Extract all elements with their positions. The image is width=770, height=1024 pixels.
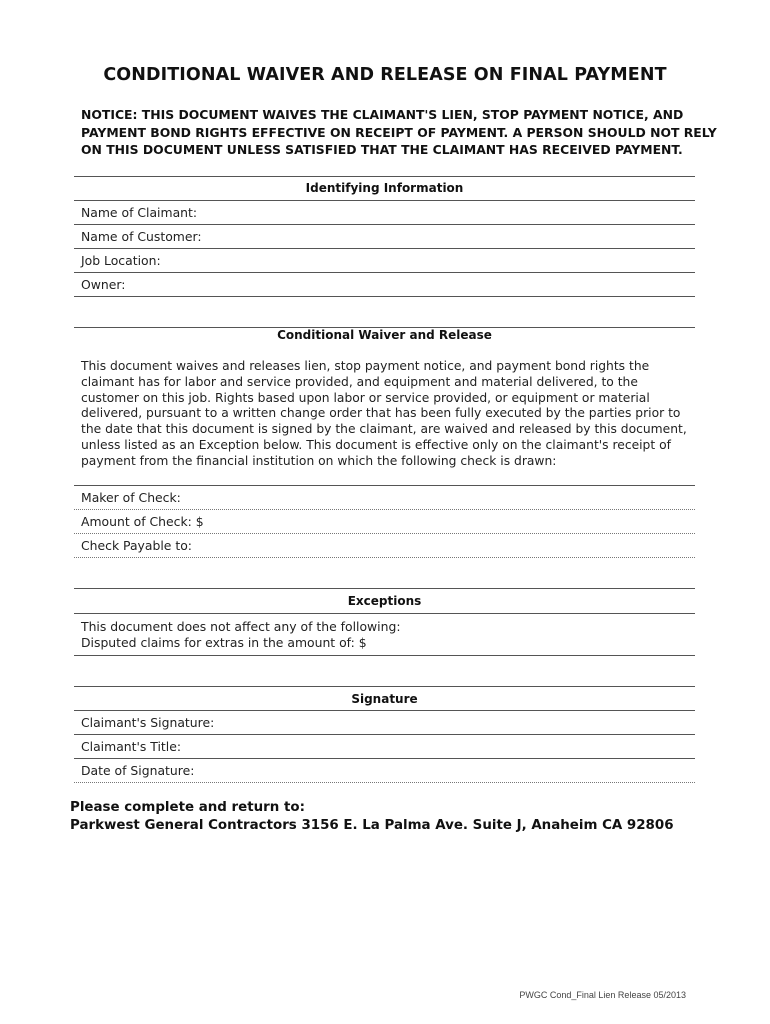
- section-rule: [74, 200, 695, 201]
- field-rule: [74, 272, 695, 273]
- field-rule: [74, 533, 695, 534]
- field-rule: [74, 557, 695, 558]
- paragraph-line: delivered, pursuant to a written change order that has been fully executed by the parties prior to: [81, 406, 681, 421]
- section-rule: [74, 613, 695, 614]
- footer-text: PWGC Cond_Final Lien Release 05/2013: [519, 990, 686, 1000]
- notice-line: NOTICE: THIS DOCUMENT WAIVES THE CLAIMANT'S LIEN, STOP PAYMENT NOTICE, AND: [81, 107, 684, 122]
- paragraph-line: payment from the financial institution on which the following check is drawn:: [81, 453, 557, 468]
- paragraph-line: the date that this document is signed by the claimant, are waived and released by this document,: [81, 422, 687, 437]
- notice-line: PAYMENT BOND RIGHTS EFFECTIVE ON RECEIPT OF PAYMENT. A PERSON SHOULD NOT RELY: [81, 124, 717, 140]
- section-rule: [74, 588, 695, 589]
- job-location-field[interactable]: Job Location:: [81, 253, 161, 268]
- field-rule: [74, 248, 695, 249]
- field-rule: [74, 296, 695, 297]
- document-title: CONDITIONAL WAIVER AND RELEASE ON FINAL PAYMENT: [103, 65, 667, 85]
- exceptions-heading: Exceptions: [347, 594, 422, 608]
- paragraph-line: unless listed as an Exception below. This document is effective only on the claimant's receipt of: [81, 437, 671, 452]
- return-to-address: Parkwest General Contractors 3156 E. La Palma Ave. Suite J, Anaheim CA 92806: [70, 818, 674, 833]
- claimant-title-field[interactable]: Claimant's Title:: [81, 739, 182, 754]
- section-rule: [74, 176, 695, 177]
- field-rule: [74, 224, 695, 225]
- maker-of-check-field[interactable]: Maker of Check:: [81, 490, 181, 505]
- name-of-customer-field[interactable]: Name of Customer:: [81, 229, 202, 244]
- owner-field[interactable]: Owner:: [81, 277, 126, 292]
- paragraph-line: This document waives and releases lien, stop payment notice, and payment bond rights the: [81, 359, 650, 373]
- identifying-heading: Identifying Information: [305, 181, 464, 195]
- name-of-claimant-field[interactable]: Name of Claimant:: [81, 205, 198, 220]
- field-rule: [74, 734, 695, 735]
- section-rule: [74, 710, 695, 711]
- section-rule: [74, 485, 695, 486]
- signature-heading: Signature: [351, 692, 418, 706]
- field-rule: [74, 758, 695, 759]
- return-to-label: Please complete and return to:: [70, 800, 305, 815]
- paragraph-line: customer on this job. Rights based upon labor or service provided, or equipment or material: [81, 390, 650, 405]
- section-rule: [74, 655, 695, 656]
- amount-of-check-field[interactable]: Amount of Check: $: [81, 514, 204, 529]
- disputed-claims-field[interactable]: Disputed claims for extras in the amount of: $: [81, 635, 367, 650]
- waiver-heading: Conditional Waiver and Release: [277, 328, 492, 342]
- claimant-signature-field[interactable]: Claimant's Signature:: [81, 715, 215, 730]
- field-rule: [74, 509, 695, 510]
- waiver-paragraph: [81, 359, 696, 470]
- notice-block: [81, 106, 717, 159]
- check-payable-to-field[interactable]: Check Payable to:: [81, 538, 192, 553]
- date-of-signature-field[interactable]: Date of Signature:: [81, 763, 195, 778]
- section-rule: [74, 686, 695, 687]
- paragraph-line: claimant has for labor and service provided, and equipment and material delivered, to the: [81, 374, 638, 389]
- notice-line: ON THIS DOCUMENT UNLESS SATISFIED THAT THE CLAIMANT HAS RECEIVED PAYMENT.: [81, 142, 683, 157]
- exceptions-line: This document does not affect any of the following:: [81, 619, 401, 634]
- field-rule: [74, 782, 695, 783]
